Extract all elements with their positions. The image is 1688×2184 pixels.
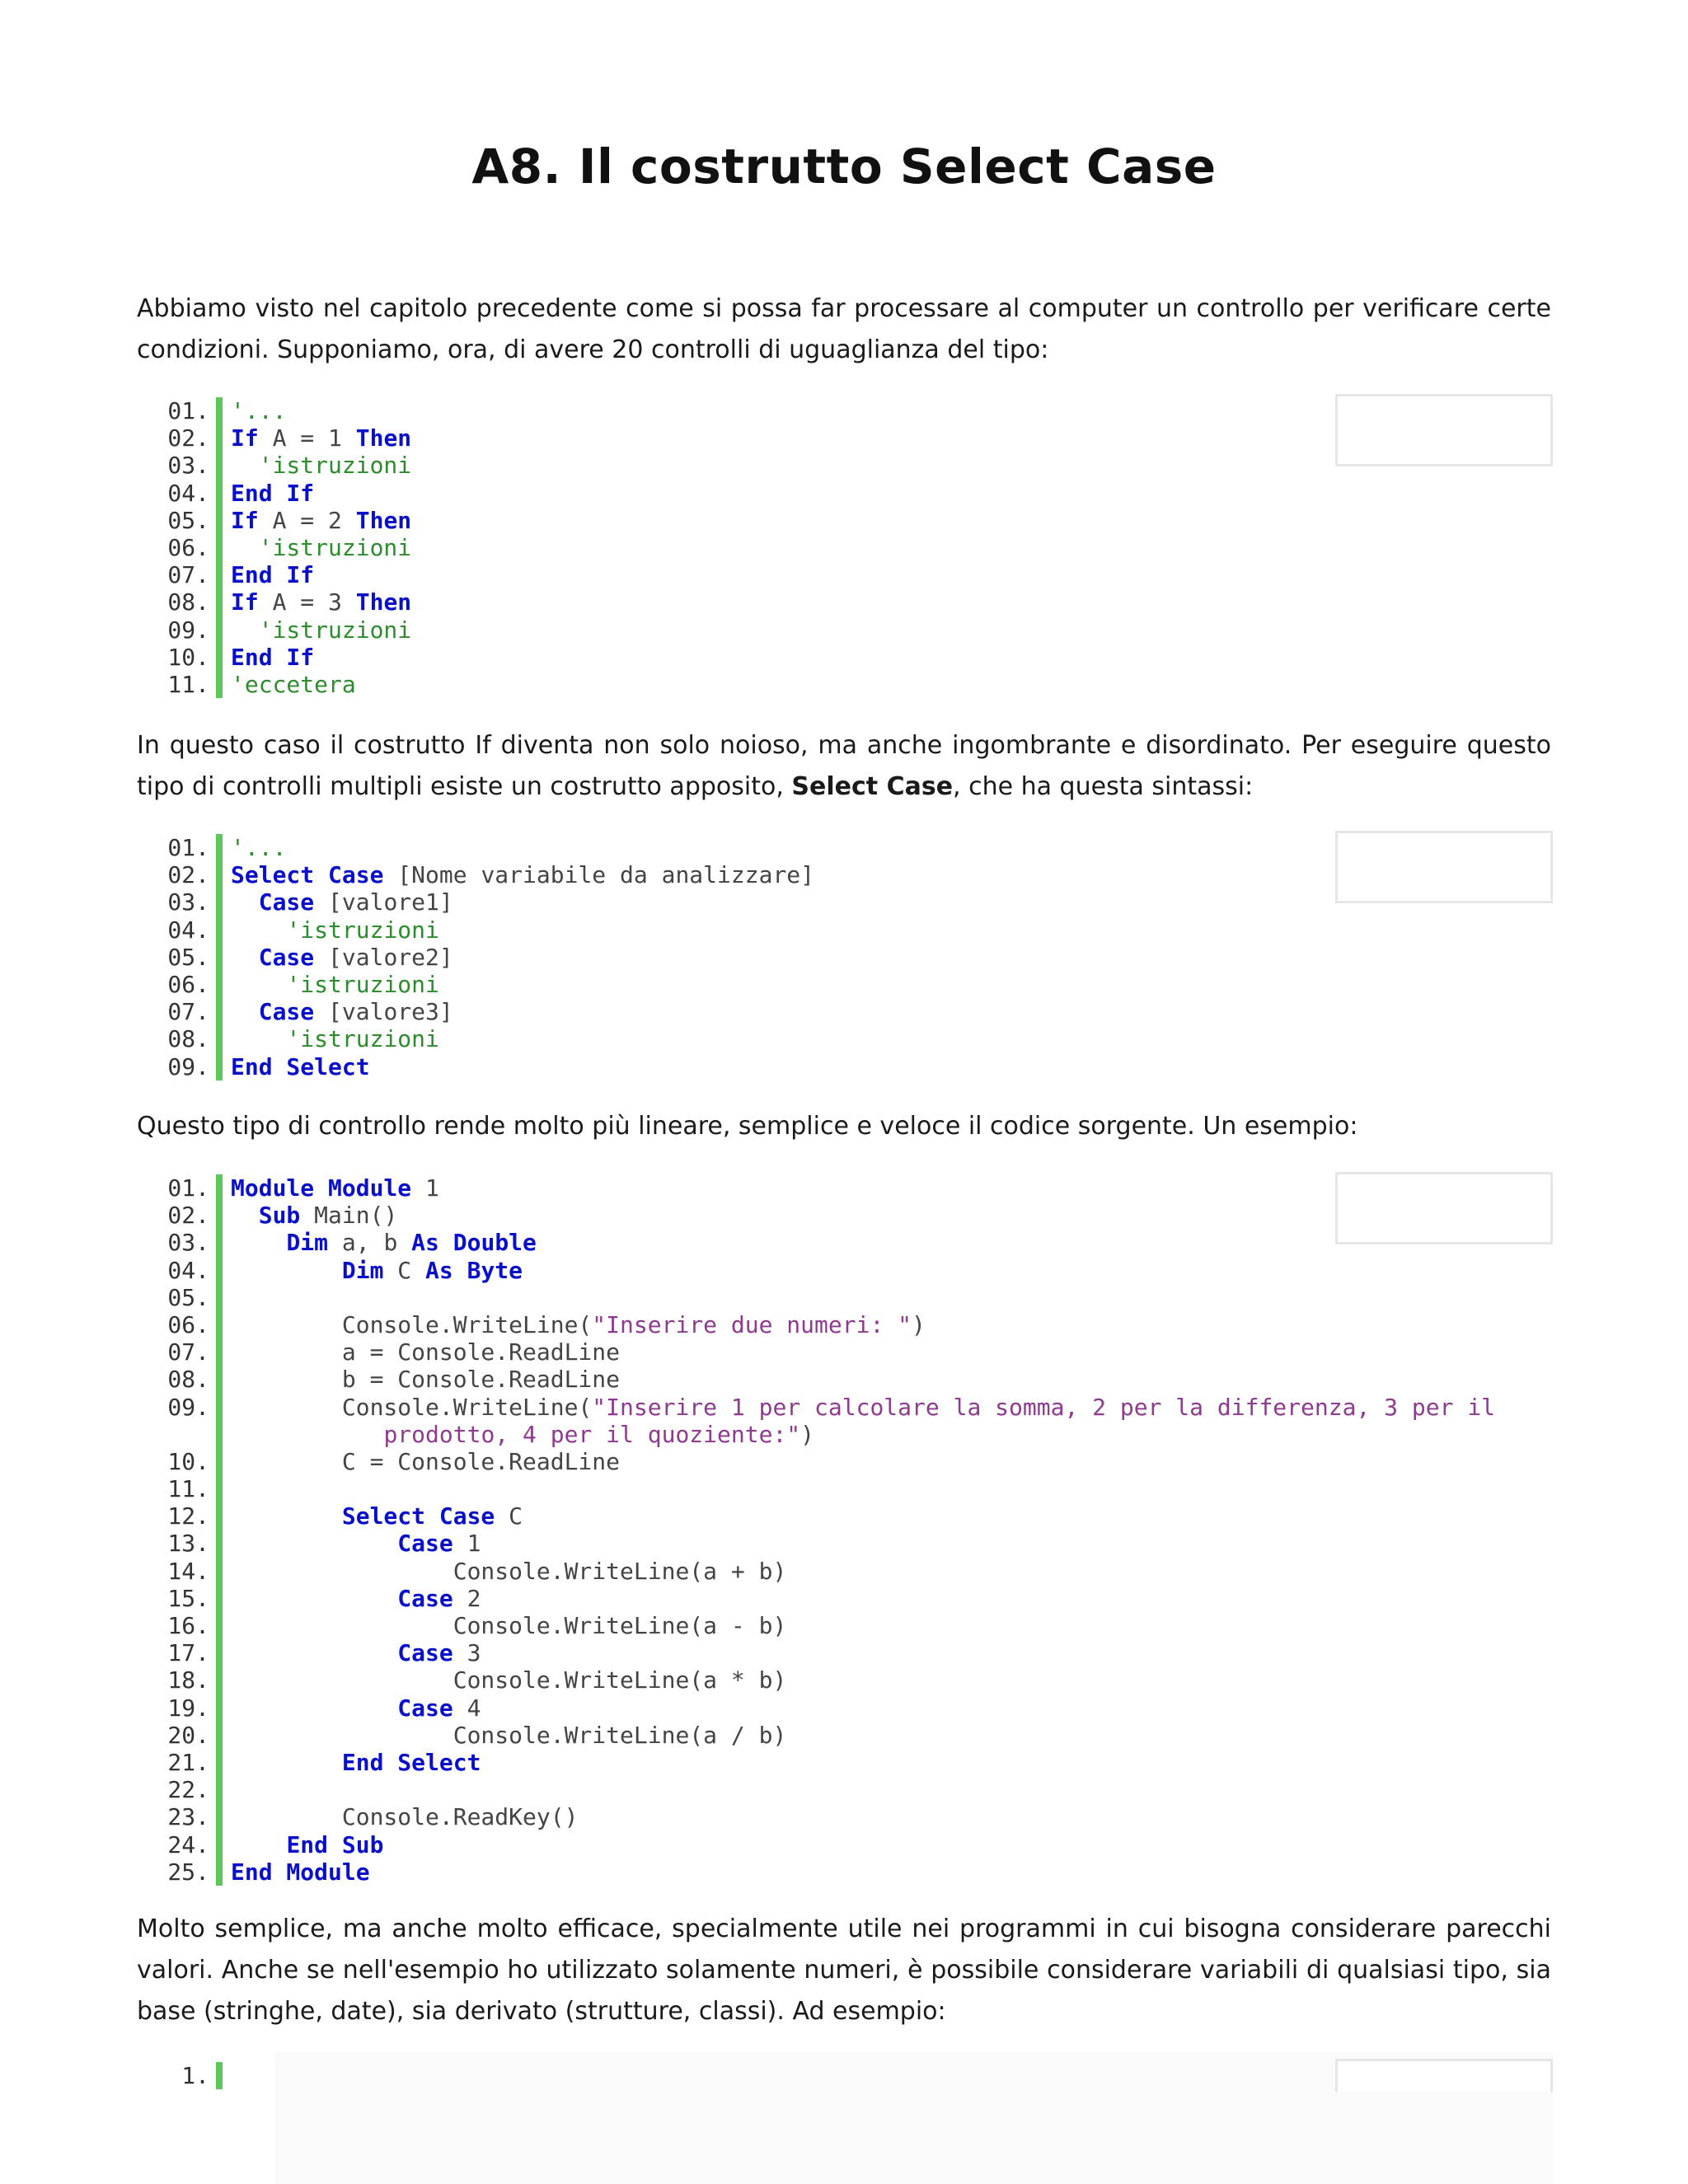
code-comment: 'istruzioni [258, 452, 412, 480]
code-token [231, 1421, 383, 1448]
code-line [137, 1284, 1554, 1311]
line-number: 03. [167, 452, 209, 480]
code-keyword: If [231, 424, 259, 452]
code-line [137, 616, 1554, 644]
code-token: Console.WriteLine(a * b) [231, 1666, 787, 1694]
line-number: 02. [167, 1202, 209, 1230]
code-line [137, 1831, 1554, 1858]
code-line [137, 1749, 1554, 1776]
code-keyword: End Sub [286, 1830, 384, 1858]
code-token [231, 998, 259, 1025]
code-line [137, 1558, 1554, 1585]
code-keyword: Case [258, 943, 315, 971]
code-line [137, 1530, 1554, 1557]
code-keyword: Case [397, 1584, 453, 1612]
code-line [137, 998, 1554, 1025]
line-number: 14. [167, 1557, 209, 1585]
line-number: 04. [167, 479, 209, 507]
code-text [216, 1366, 1554, 1393]
code-token: Console.WriteLine(a / b) [231, 1721, 787, 1749]
code-string: "Inserire due numeri: " [592, 1310, 912, 1338]
code-token: [valore1] [314, 888, 453, 916]
code-line [137, 1366, 1554, 1393]
code-line [137, 1053, 1554, 1080]
code-comment: 'istruzioni [286, 1025, 439, 1053]
code-keyword: Dim [341, 1256, 384, 1284]
code-token [231, 1229, 286, 1256]
code-text [216, 916, 1554, 944]
code-keyword: Select Case [231, 861, 384, 889]
line-number: 06. [167, 970, 209, 998]
code-line [137, 1475, 1554, 1502]
paragraph-text: In questo caso il costrutto If diventa non solo noioso, ma anche ingombrante e disordinato. Per eseguire questo tipo di controlli multipli esiste un costrutto apposito, [137, 731, 1551, 801]
line-number: 16. [167, 1612, 209, 1639]
line-number: 07. [167, 998, 209, 1026]
code-text [216, 1639, 1554, 1666]
line-number: 06. [167, 533, 209, 561]
code-token [231, 1502, 342, 1530]
code-keyword: Module Module [231, 1174, 412, 1202]
line-number: 11. [167, 1475, 209, 1503]
code-keyword: End Module [231, 1858, 370, 1886]
code-text [216, 561, 1554, 588]
code-text [216, 1284, 1554, 1311]
line-number: 11. [167, 670, 209, 698]
code-line [137, 1612, 1554, 1639]
code-text [216, 588, 1554, 616]
code-comment: 'istruzioni [258, 533, 412, 561]
paragraph-intro: Abbiamo visto nel capitolo precedente come si possa far processare al computer un controllo per verificare certe condizioni. Supponiamo, ora, di avere 20 controlli di uguaglianza del tipo: [137, 294, 1551, 364]
code-line [137, 1666, 1554, 1694]
line-number: 19. [167, 1694, 209, 1722]
code-text [216, 971, 1554, 998]
code-keyword: If [231, 506, 259, 534]
code-text [216, 1338, 1554, 1366]
code-token [231, 1257, 342, 1284]
code-text [216, 1831, 1554, 1858]
line-number: 09. [167, 1052, 209, 1080]
code-text [216, 1025, 1554, 1052]
code-keyword: Then [355, 588, 412, 616]
toolbar-placeholder-box [1335, 1172, 1553, 1244]
code-token [231, 1585, 397, 1612]
code-text [216, 1558, 1554, 1585]
line-number: 04. [167, 1256, 209, 1284]
line-number: 03. [167, 888, 209, 916]
code-token: Console.WriteLine( [231, 1310, 593, 1338]
code-line [137, 1421, 1554, 1448]
code-keyword: End If [231, 643, 315, 671]
code-text [216, 534, 1554, 561]
line-number: 01. [167, 834, 209, 861]
code-text [216, 671, 1554, 698]
line-number: 24. [167, 1830, 209, 1858]
code-keyword: Case [258, 998, 315, 1026]
code-token: 1 [411, 1174, 439, 1202]
line-number: 20. [167, 1721, 209, 1749]
code-line [137, 1502, 1554, 1530]
code-token: C [495, 1502, 523, 1530]
page-title: A8. Il costrutto Select Case [471, 138, 1217, 194]
code-keyword: Case [397, 1530, 453, 1558]
code-text [216, 1694, 1554, 1722]
code-text [216, 1612, 1554, 1639]
line-number: 02. [167, 424, 209, 452]
code-line [137, 1394, 1554, 1421]
bold-term: Select Case [791, 772, 954, 801]
code-text [216, 1722, 1554, 1749]
code-text [216, 944, 1554, 971]
line-number: 07. [167, 561, 209, 589]
code-token: Main() [300, 1202, 398, 1230]
code-line [137, 1585, 1554, 1612]
line-number: 08. [167, 1366, 209, 1394]
code-token [231, 916, 286, 944]
paragraph-select-case [137, 725, 1551, 808]
code-keyword: End Select [231, 1052, 370, 1080]
code-line [137, 1448, 1554, 1475]
code-line [137, 944, 1554, 971]
toolbar-placeholder-box [1335, 394, 1553, 466]
code-token: Console.ReadKey() [231, 1803, 579, 1831]
line-number: 15. [167, 1584, 209, 1612]
code-token [231, 1530, 397, 1557]
code-comment: '... [231, 397, 287, 424]
line-number: 05. [167, 943, 209, 971]
code-text [216, 616, 1554, 644]
code-token [231, 888, 259, 916]
code-comment: 'istruzioni [258, 616, 412, 644]
code-token [231, 616, 259, 644]
code-keyword: Dim [286, 1229, 329, 1257]
code-token: [Nome variabile da analizzare] [383, 861, 815, 889]
paragraph-conclusion: Molto semplice, ma anche molto efficace, specialmente utile nei programmi in cui bisogna considerare parecchi valori. Anche se nell'esempio ho utilizzato solamente numeri, è possibile considerare variabili di qualsiasi tipo, sia base (stringhe, date), sia derivato (strutture, classi). Ad esempio: [137, 1915, 1551, 2026]
code-text [216, 480, 1554, 507]
code-line [137, 588, 1554, 616]
code-token: A = 1 [258, 424, 356, 452]
line-number: 09. [167, 1393, 209, 1421]
code-text [216, 1585, 1554, 1612]
code-text [216, 1311, 1554, 1338]
code-token: [valore3] [314, 998, 453, 1026]
line-number: 08. [167, 588, 209, 616]
code-keyword: Sub [258, 1202, 301, 1230]
code-block-example [137, 1174, 1554, 1886]
code-keyword: If [231, 588, 259, 616]
code-keyword: End If [231, 561, 315, 589]
line-number: 06. [167, 1310, 209, 1338]
code-keyword: End Select [341, 1748, 481, 1776]
code-line [137, 916, 1554, 944]
code-text [216, 1858, 1554, 1886]
code-text [216, 1749, 1554, 1776]
code-token [231, 944, 259, 971]
code-line [137, 1639, 1554, 1666]
code-token: Console.WriteLine(a - b) [231, 1612, 787, 1639]
code-keyword: As Double [411, 1229, 537, 1257]
code-token: ) [800, 1420, 815, 1448]
code-token [231, 534, 259, 561]
code-line [137, 534, 1554, 561]
line-number: 21. [167, 1748, 209, 1776]
code-token: b = Console.ReadLine [231, 1366, 621, 1394]
code-token: C = Console.ReadLine [231, 1447, 621, 1475]
code-keyword: As Byte [425, 1256, 523, 1284]
code-text [216, 1421, 1554, 1448]
code-keyword: Case [397, 1639, 453, 1667]
code-line [137, 1803, 1554, 1830]
code-token [231, 1202, 259, 1229]
code-line [137, 971, 1554, 998]
code-token: [valore2] [314, 943, 453, 971]
code-text [216, 1394, 1554, 1421]
code-token: A = 3 [258, 588, 356, 616]
code-line [137, 1338, 1554, 1366]
code-line [137, 1694, 1554, 1722]
code-keyword: Case [258, 888, 315, 916]
code-line [137, 1311, 1554, 1338]
line-number [137, 1421, 216, 1448]
line-number: 07. [167, 1338, 209, 1366]
code-token: Console.WriteLine( [231, 1393, 593, 1421]
code-text [216, 1502, 1554, 1530]
code-line [137, 644, 1554, 671]
code-token [231, 971, 286, 998]
code-text [216, 1530, 1554, 1557]
code-text [216, 1666, 1554, 1694]
line-number: 13. [167, 1530, 209, 1558]
code-text [216, 644, 1554, 671]
code-text [216, 1257, 1554, 1284]
code-token: Console.WriteLine(a + b) [231, 1557, 787, 1585]
code-keyword: Select Case [341, 1502, 495, 1530]
code-token: ) [912, 1310, 926, 1338]
code-keyword: Then [355, 424, 412, 452]
code-line [137, 1722, 1554, 1749]
code-token [231, 1025, 286, 1052]
code-line [137, 561, 1554, 588]
code-token: C [383, 1256, 426, 1284]
line-number: 04. [167, 916, 209, 944]
line-number: 23. [167, 1803, 209, 1831]
line-number: 25. [167, 1858, 209, 1886]
code-line [137, 1257, 1554, 1284]
code-text [216, 1803, 1554, 1830]
line-number: 05. [167, 1283, 209, 1311]
code-string: prodotto, 4 per il quoziente:" [383, 1420, 801, 1448]
code-token: a, b [328, 1229, 412, 1257]
line-number: 02. [167, 861, 209, 889]
line-number: 05. [167, 506, 209, 534]
code-token [231, 1694, 397, 1722]
paragraph-text: , che ha questa sintassi: [953, 772, 1254, 801]
code-text [216, 507, 1554, 534]
line-number: 08. [167, 1025, 209, 1053]
code-comment: 'istruzioni [286, 970, 439, 998]
code-comment: 'istruzioni [286, 916, 439, 944]
toolbar-placeholder-box [1335, 2059, 1553, 2092]
code-line [137, 507, 1554, 534]
code-token: A = 2 [258, 506, 356, 534]
code-text [216, 1053, 1554, 1080]
code-line [137, 1858, 1554, 1886]
code-line [137, 480, 1554, 507]
line-number: 18. [167, 1666, 209, 1694]
code-text [216, 1448, 1554, 1475]
code-text [216, 1776, 1554, 1803]
line-number: 01. [167, 1174, 209, 1202]
code-token [231, 452, 259, 479]
code-text [216, 1475, 1554, 1502]
line-number: 09. [167, 616, 209, 644]
code-token [231, 1639, 397, 1666]
paragraph-example-intro: Questo tipo di controllo rende molto più lineare, semplice e veloce il codice sorgente. Un esempio: [137, 1112, 1358, 1141]
line-number: 01. [167, 397, 209, 424]
line-number: 17. [167, 1639, 209, 1667]
code-line [137, 1776, 1554, 1803]
line-number: 03. [167, 1229, 209, 1257]
code-token [231, 1831, 286, 1858]
toolbar-placeholder-box [1335, 831, 1553, 903]
code-token: 4 [452, 1694, 481, 1722]
code-token: 1 [452, 1530, 481, 1558]
code-token: 3 [452, 1639, 481, 1667]
code-token [231, 1749, 342, 1776]
line-number: 12. [167, 1502, 209, 1530]
line-number: 10. [167, 1447, 209, 1475]
code-token: 2 [452, 1584, 481, 1612]
code-keyword: Case [397, 1694, 453, 1722]
code-string: "Inserire 1 per calcolare la somma, 2 per la differenza, 3 per il [592, 1393, 1496, 1421]
code-line [137, 671, 1554, 698]
code-line [137, 1025, 1554, 1052]
line-number: 1. [181, 2062, 209, 2089]
line-number: 22. [167, 1776, 209, 1804]
code-token: a = Console.ReadLine [231, 1338, 621, 1366]
line-number: 10. [167, 643, 209, 671]
code-comment: '... [231, 834, 287, 861]
code-text [216, 998, 1554, 1025]
code-keyword: Then [355, 506, 412, 534]
code-comment: 'eccetera [231, 670, 356, 698]
code-keyword: End If [231, 479, 315, 507]
